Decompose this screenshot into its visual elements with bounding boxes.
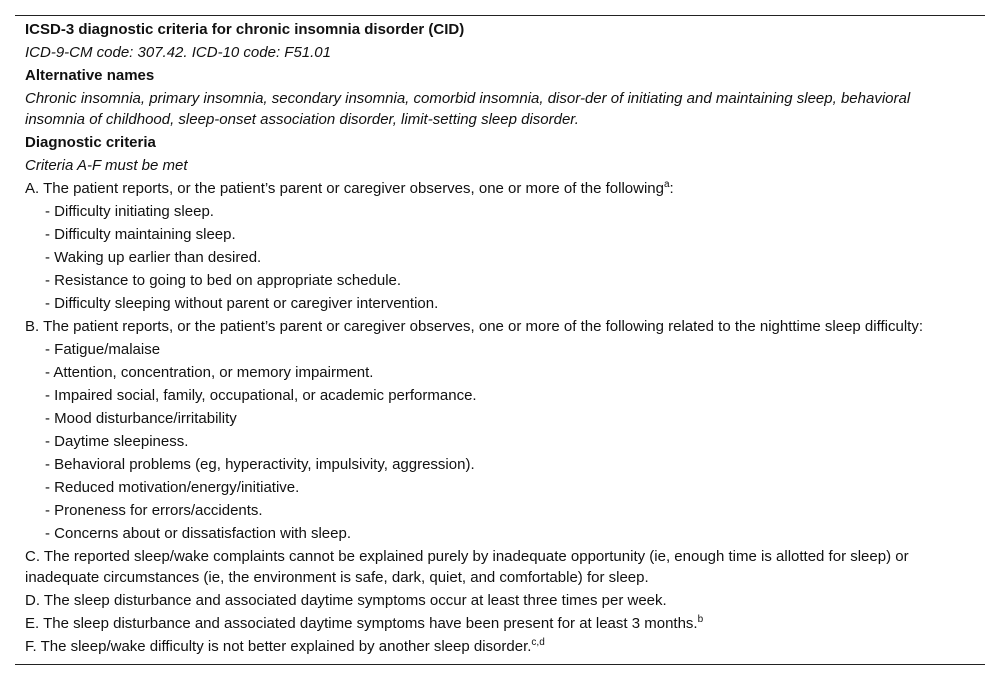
criterion-f-text: F. The sleep/wake difficulty is not better explained by another sleep disorder.: [25, 638, 532, 655]
list-item: - Waking up earlier than desired.: [45, 249, 262, 266]
criterion-a-colon: :: [669, 180, 674, 197]
criteria-table: [15, 15, 985, 665]
criterion-a-text: A. The patient reports, or the patient’s parent or caregiver observes, one or more of the following: [25, 180, 664, 197]
footnote-cd: c,d: [531, 637, 545, 648]
list-item: - Proneness for errors/accidents.: [45, 502, 263, 519]
footnote-b: b: [697, 614, 704, 625]
criterion-b: B. The patient reports, or the patient’s parent or caregiver observes, one or more of the following related to the nighttime sleep difficulty:: [25, 318, 924, 335]
list-item: - Resistance to going to bed on appropriate schedule.: [45, 272, 402, 289]
criterion-d: D. The sleep disturbance and associated daytime symptoms occur at least three times per week.: [25, 592, 667, 609]
criteria-note: Criteria A-F must be met: [25, 157, 188, 174]
list-item: - Daytime sleepiness.: [45, 433, 189, 450]
criterion-f: [25, 635, 955, 658]
list-item: - Difficulty initiating sleep.: [45, 203, 214, 220]
list-item: - Behavioral problems (eg, hyperactivity, impulsivity, aggression).: [45, 456, 475, 473]
list-item: - Mood disturbance/irritability: [45, 410, 237, 427]
alternative-names-heading: Alternative names: [25, 67, 155, 84]
criterion-e-text: E. The sleep disturbance and associated daytime symptoms have been present for at least 3 months.: [25, 615, 698, 632]
alternative-names-text: Chronic insomnia, primary insomnia, secondary insomnia, comorbid insomnia, disor-der of initiating and maintaining sleep, behavioral insomnia of childhood, sleep-onset association disorder, limit-setting sleep disorder.: [25, 90, 911, 128]
footnote-a: a: [663, 179, 670, 190]
list-item: - Fatigue/malaise: [45, 341, 161, 358]
table-title: ICSD-3 diagnostic criteria for chronic insomnia disorder (CID): [25, 21, 465, 38]
diagnostic-criteria-heading: Diagnostic criteria: [25, 134, 156, 151]
list-item: - Reduced motivation/energy/initiative.: [45, 479, 300, 496]
list-item: - Difficulty maintaining sleep.: [45, 226, 236, 243]
list-item: - Difficulty sleeping without parent or caregiver intervention.: [45, 295, 439, 312]
criterion-e: [25, 612, 955, 635]
list-item: - Concerns about or dissatisfaction with sleep.: [45, 525, 351, 542]
list-item: - Impaired social, family, occupational, or academic performance.: [45, 387, 477, 404]
icd-codes: ICD-9-CM code: 307.42. ICD-10 code: F51.01: [25, 44, 331, 61]
criterion-a: [25, 177, 955, 200]
list-item: - Attention, concentration, or memory impairment.: [45, 364, 374, 381]
criterion-c: C. The reported sleep/wake complaints cannot be explained purely by inadequate opportunity (ie, enough time is allotted for sleep) or inadequate circumstances (ie, the environment is safe, dark, quiet, and comfortable) for sleep.: [25, 548, 909, 586]
